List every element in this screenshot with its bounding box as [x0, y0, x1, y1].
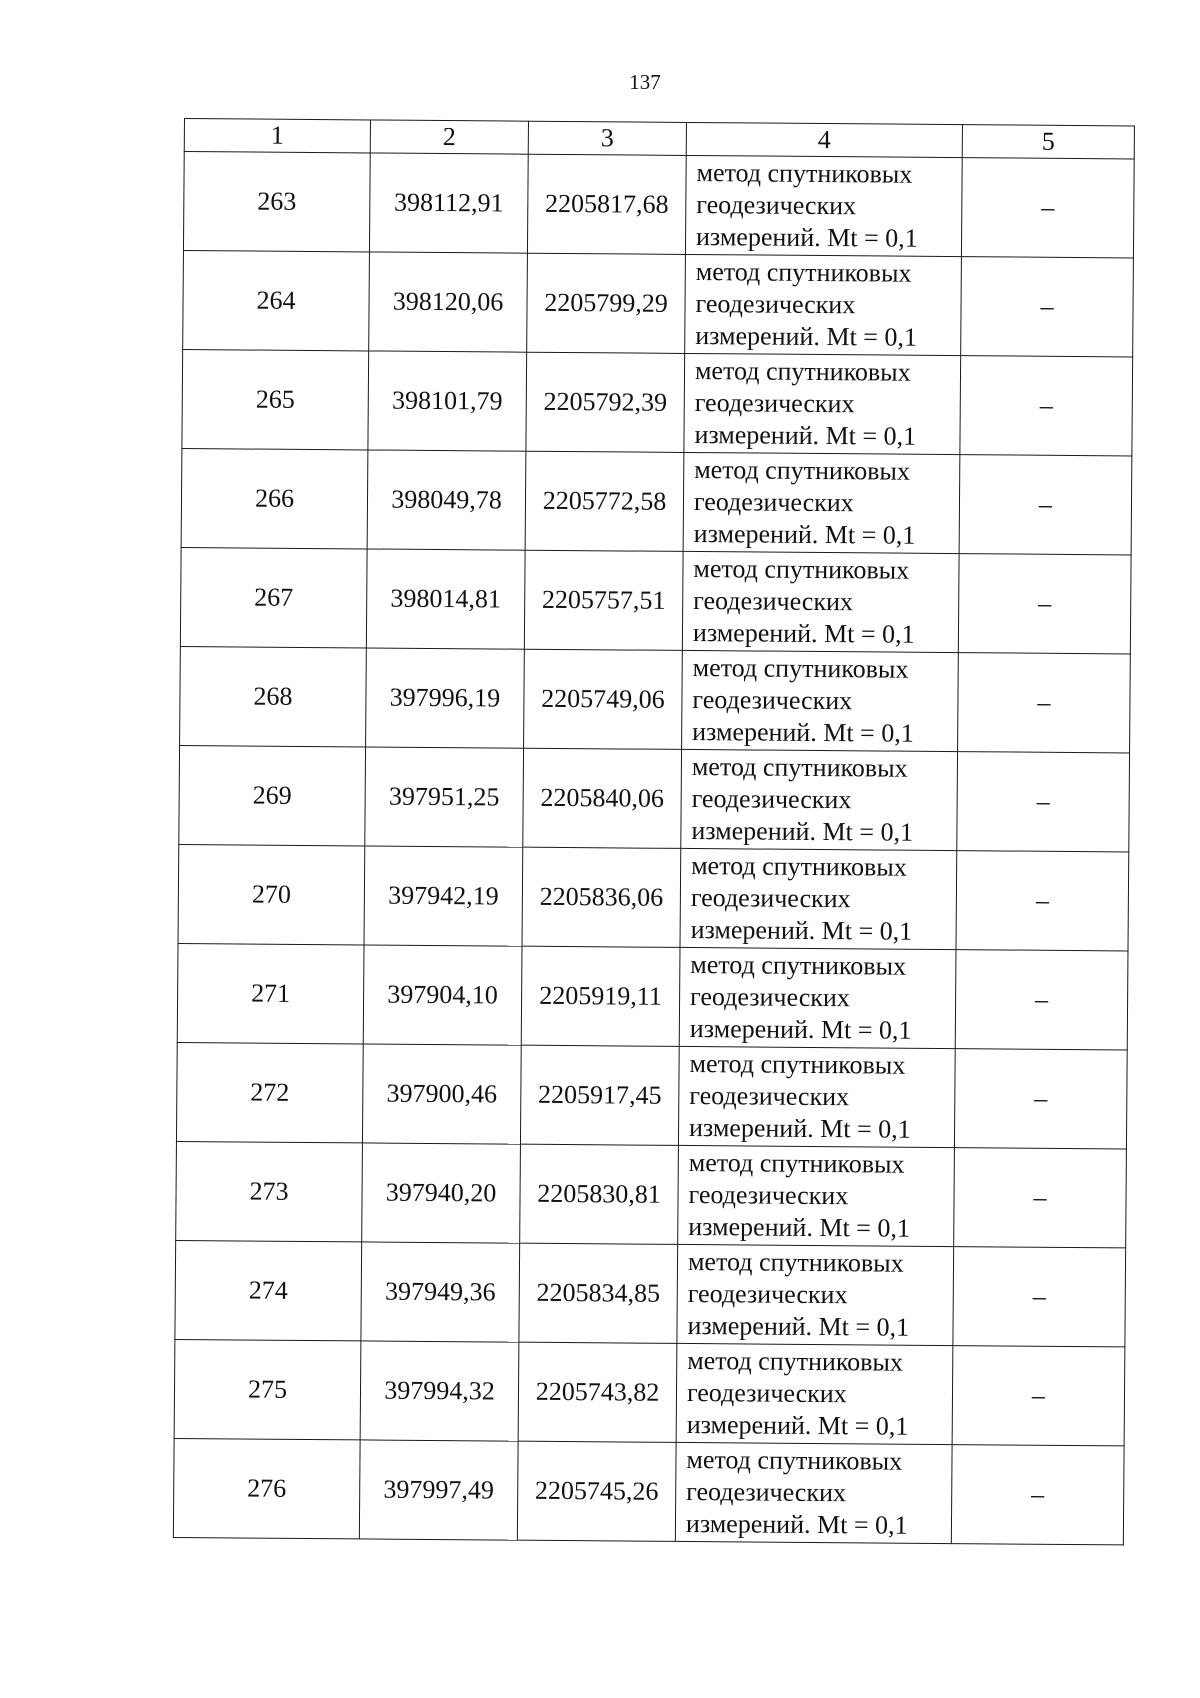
column-header: 5 — [962, 125, 1134, 159]
x-coordinate-cell: 397951,25 — [365, 747, 524, 847]
x-coordinate-cell: 398049,78 — [367, 450, 526, 550]
note-cell: – — [952, 1346, 1125, 1446]
table-row — [176, 1042, 1127, 1148]
method-cell: метод спутниковых геодезических измерений. Mt = 0,1 — [678, 1145, 955, 1246]
note-cell: – — [951, 1445, 1124, 1545]
note-cell: – — [959, 455, 1132, 555]
note-cell: – — [960, 356, 1133, 456]
x-coordinate-cell: 398120,06 — [369, 252, 528, 352]
x-coordinate-cell: 397940,20 — [362, 1143, 521, 1243]
x-coordinate-cell: 397996,19 — [366, 648, 525, 748]
y-coordinate-cell: 2205836,06 — [522, 847, 681, 947]
table-row — [178, 844, 1129, 950]
note-cell: – — [953, 1247, 1126, 1347]
point-number-cell: 275 — [174, 1339, 361, 1439]
table-row — [183, 250, 1134, 356]
point-number-cell: 276 — [173, 1438, 360, 1538]
y-coordinate-cell: 2205792,39 — [526, 352, 685, 452]
y-coordinate-cell: 2205757,51 — [524, 550, 683, 650]
table-row — [175, 1240, 1126, 1346]
point-number-cell: 267 — [180, 547, 367, 647]
method-cell: метод спутниковых геодезических измерений. Mt = 0,1 — [677, 1244, 954, 1345]
note-cell: – — [961, 158, 1134, 258]
note-cell: – — [961, 257, 1134, 357]
y-coordinate-cell: 2205799,29 — [527, 253, 686, 353]
column-header: 2 — [370, 120, 528, 154]
point-number-cell: 273 — [176, 1141, 363, 1241]
method-cell: метод спутниковых геодезических измерений. Mt = 0,1 — [683, 452, 960, 553]
table-row — [176, 1141, 1127, 1247]
table-row — [180, 547, 1131, 653]
point-number-cell: 266 — [181, 448, 368, 548]
table-row — [173, 1438, 1124, 1544]
point-number-cell: 265 — [182, 349, 369, 449]
column-header: 3 — [528, 121, 686, 155]
column-header: 1 — [184, 119, 370, 153]
note-cell: – — [955, 950, 1128, 1050]
note-cell: – — [958, 554, 1131, 654]
note-cell: – — [954, 1049, 1127, 1149]
method-cell: метод спутниковых геодезических измерений. Mt = 0,1 — [675, 1442, 952, 1543]
y-coordinate-cell: 2205919,11 — [521, 946, 680, 1046]
table-row — [177, 943, 1128, 1049]
x-coordinate-cell: 397904,10 — [363, 945, 522, 1045]
x-coordinate-cell: 398112,91 — [369, 153, 528, 253]
note-cell: – — [956, 851, 1129, 951]
y-coordinate-cell: 2205917,45 — [520, 1045, 679, 1145]
method-cell: метод спутниковых геодезических измерений. Mt = 0,1 — [685, 155, 962, 256]
note-cell: – — [957, 752, 1130, 852]
y-coordinate-cell: 2205749,06 — [524, 649, 683, 749]
point-number-cell: 263 — [183, 152, 370, 252]
method-cell: метод спутниковых геодезических измерений. Mt = 0,1 — [679, 947, 956, 1048]
point-number-cell: 274 — [175, 1240, 362, 1340]
coordinates-table — [173, 118, 1135, 1545]
method-cell: метод спутниковых геодезических измерений. Mt = 0,1 — [678, 1046, 955, 1147]
table-row — [181, 448, 1132, 554]
y-coordinate-cell: 2205834,85 — [519, 1243, 678, 1343]
note-cell: – — [958, 653, 1131, 753]
note-cell: – — [954, 1148, 1127, 1248]
method-cell: метод спутниковых геодезических измерений. Mt = 0,1 — [681, 749, 958, 850]
method-cell: метод спутниковых геодезических измерений. Mt = 0,1 — [682, 650, 959, 751]
x-coordinate-cell: 397994,32 — [360, 1341, 519, 1441]
table-row — [180, 646, 1131, 752]
x-coordinate-cell: 397900,46 — [362, 1044, 521, 1144]
y-coordinate-cell: 2205830,81 — [520, 1144, 679, 1244]
table-row — [174, 1339, 1125, 1445]
point-number-cell: 269 — [179, 745, 366, 845]
point-number-cell: 270 — [178, 844, 365, 944]
table-row — [179, 745, 1130, 851]
method-cell: метод спутниковых геодезических измерений. Mt = 0,1 — [684, 353, 961, 454]
x-coordinate-cell: 398101,79 — [368, 351, 527, 451]
x-coordinate-cell: 397942,19 — [364, 846, 523, 946]
point-number-cell: 264 — [183, 250, 370, 350]
column-header: 4 — [686, 122, 962, 157]
page-number: 137 — [629, 70, 661, 94]
point-number-cell: 272 — [176, 1042, 363, 1142]
table-row — [182, 349, 1133, 455]
x-coordinate-cell: 397997,49 — [359, 1440, 518, 1540]
y-coordinate-cell: 2205743,82 — [518, 1342, 677, 1442]
method-cell: метод спутниковых геодезических измерений. Mt = 0,1 — [682, 551, 959, 652]
point-number-cell: 271 — [177, 943, 364, 1043]
method-cell: метод спутниковых геодезических измерений. Mt = 0,1 — [685, 254, 962, 355]
y-coordinate-cell: 2205745,26 — [517, 1441, 676, 1541]
table-body — [173, 152, 1134, 1545]
x-coordinate-cell: 398014,81 — [366, 549, 525, 649]
method-cell: метод спутниковых геодезических измерений. Mt = 0,1 — [680, 848, 957, 949]
point-number-cell: 268 — [180, 646, 367, 746]
y-coordinate-cell: 2205840,06 — [523, 748, 682, 848]
y-coordinate-cell: 2205772,58 — [525, 451, 684, 551]
table-row — [183, 152, 1134, 258]
y-coordinate-cell: 2205817,68 — [527, 154, 686, 254]
method-cell: метод спутниковых геодезических измерений. Mt = 0,1 — [676, 1343, 953, 1444]
x-coordinate-cell: 397949,36 — [361, 1242, 520, 1342]
